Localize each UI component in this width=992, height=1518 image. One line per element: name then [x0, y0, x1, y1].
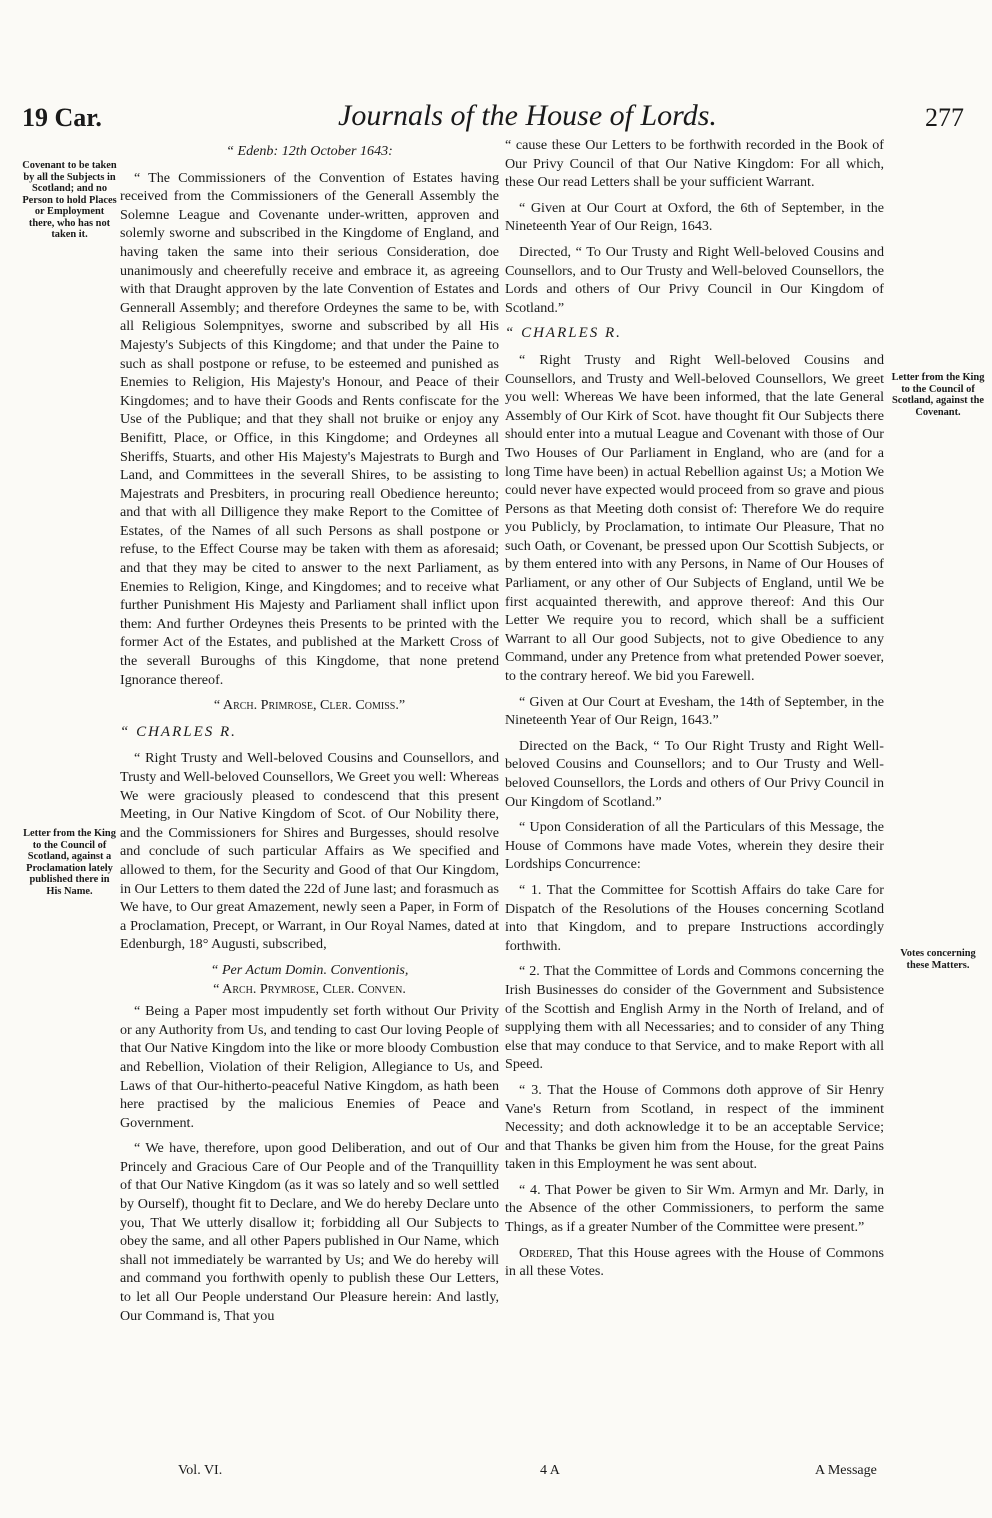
vote-4: “ 4. That Power be given to Sir Wm. Armyn and Mr. Darly, in the Absence of the other Commissioners, to perform the same Things, as if a greater Number of the Committee were present.” [505, 1181, 884, 1236]
signature-primrose: “ Arch. Primrose, Cler. Comiss.” [213, 697, 406, 714]
dateline: “ Edenb: 12th October 1643: [226, 143, 393, 159]
signature-prymrose: “ Arch. Prymrose, Cler. Conven. [213, 980, 406, 997]
header-regnal-year: 19 Car. [22, 103, 102, 132]
given-at-oxford: “ Given at Our Court at Oxford, the 6th of September, in the Nineteenth Year of Our Reign, 1643. [505, 199, 884, 235]
margin-note-letter-proclamation: Letter from the King to the Council of Scotland, against a Proclamation lately published there in His Name. [23, 828, 116, 897]
footer-signature-mark: 4 A [540, 1463, 560, 1478]
ordered-text: That this House agrees with the House of Commons in all these Votes. [505, 1244, 884, 1280]
right-column [505, 136, 884, 1288]
directed-on-back: Directed on the Back, “ To Our Right Trusty and Right Well-beloved Cousins and Counsellors; and to Our Trusty and Well-beloved Counsellors, the Lords and others of Our Privy Council in Our Kingdom of Scotland.” [505, 737, 884, 810]
letter-paragraph-3: “ We have, therefore, upon good Deliberation, and out of Our Princely and Gracious Care of Our People and of the Tranquillity of that Our Native Kingdom (as it was so lately and so well settled by Ourself), thought fit to Declare, and We do hereby Declare unto you, That We utterly disallow it; forbidding all Our Subjects to obey the same, and all other Papers published in Our Name, which shall not immediately be warranted by Us; and We do hereby will and command you forthwith openly to publish these Our Letters, to let all Our People understand Our Pleasure herein: And lastly, Our Command is, That you [120, 1140, 499, 1324]
letter-paragraph-2: “ Being a Paper most impudently set forth without Our Privity or any Authority from Us, and tending to cast Our loving People of that Our Native Kingdom into the like or more bloody Combustion and Rebellion, Violation of their Religion, Allegiance to Us, and Laws of that Our-hitherto-peaceful Native Kingdom, as hath been here practised by the malicious Enemies of Peace and Government. [120, 1003, 499, 1131]
vote-2: “ 2. That the Committee of Lords and Commons concerning the Irish Businesses do consider of the Government and Subsistence of the Scottish and English Army in the North of Ireland, and of supplying them with all Necessaries; and to consider of any Thing else that may conduce to that Service, and to make Report with all Speed. [505, 963, 884, 1073]
convention-paragraph: “ The Commissioners of the Convention of Estates having received from the Commissioners of the Generall Assembly the Solemne League and Covenante under-written, approven and solemly sworne and subscribed in the Kingdome of England, and having taken the same into their serious Consideration, doe unanimously and cheerefully receive and embrace it, as agreeing with that Draught approven by the late Convention of Estates and Gennerall Assembly; and therefore Ordeynes the same to be, with all Religious Solempnityes, sworne and subscribed by all His Majesty's Subjects of this Kingdome; and that under the Paine to such as shall postpone or refuse, to be esteemed and punished as Enemies to Religion, His Majesty's Honour, and Peace of their Kingdomes; and to have their Goods and Rents confiscate for the Use of the Publique; and that they shall not bruike or enjoy any Benifitt, Place, or Office, in this Kingdome; and Ordeynes all Sheriffs, Stuarts, and other His Majesty's Majestrats to Burgh and Land, and Committees in the severall Shires, to be assisting to Majestrats and Presbiters, in procuring reall Obedience hereunto; and that with all Dilligence they make Report to the Comittee of Estates, of the Names of all such Persons as shall postpone or refuse, to the Effect Course may be taken with them as aforesaid; and that they may be cited to answer to the next Parliament, as Enemies to Religion, Kinge, and Kingdomes; and to receive what further Punishment His Majesty and Parliament shall inflict upon them: And further Ordeynes theis Presents to be printed with the former Act of the Estates, and published at the Markett Cross of the severall Buroughs of this Kingdome, that none pretend Ignorance thereof. [120, 169, 499, 688]
vote-1: “ 1. That the Committee for Scottish Affairs do take Care for Dispatch of the Resolutions of the Houses concerning Scotland into that Kingdom, and to prepare Instructions accordingly forthwith. [505, 881, 884, 954]
footer-catchword: A Message [815, 1463, 877, 1478]
margin-note-votes: Votes concerning these Matters. [900, 948, 976, 971]
header-journal-title: Journals of the House of Lords. [338, 99, 717, 132]
header-page-number: 277 [925, 103, 964, 132]
left-column [120, 136, 499, 1332]
commons-votes-intro: “ Upon Consideration of all the Particulars of this Message, the House of Commons have made Votes, wherein they desire their Lordships Concurrence: [505, 819, 884, 873]
vote-3: “ 3. That the House of Commons doth approve of Sir Henry Vane's Return from Scotland, in respect of the imminent Necessity; and doth acknowledge it to be an acceptable Service; and that Thanks be given him from the House, for the great Pains taken in this Employment he was sent about. [505, 1081, 884, 1173]
letter-heading-charles-2: “ CHARLES R. [505, 325, 622, 342]
footer-volume: Vol. VI. [178, 1463, 223, 1478]
ordered-paragraph [505, 1244, 884, 1281]
margin-note-letter-covenant: Letter from the King to the Council of Scotland, against the Covenant. [891, 372, 985, 418]
letter-heading-charles: “ CHARLES R. [120, 723, 237, 740]
margin-note-covenant: Covenant to be taken by all the Subjects in Scotland; and no Person to hold Places or Employment there, who has not taken it. [22, 160, 117, 240]
letter-covenant-paragraph: “ Right Trusty and Right Well-beloved Cousins and Counsellors, and Trusty and Well-beloved Counsellors, We greet you well: Whereas We have been informed, that the late General Assembly of Our Kirk of Scot. have thought fit Our Subjects there should enter into a mutual League and Covenant with those of Our Two Houses of Our Parliament in England, who are (and for a long Time have been) in actual Rebellion against Us; a Motion We could never have expected would proceed from so grave and pious Persons as that Meeting doth consist of: Therefore We do require you Publicly, by Proclamation, to intimate Our Pleasure, That no such Oath, or Covenant, be pressed upon Our Scottish Subjects, or by them entered into with any Persons, in Name of Our Houses of Parliament, or any other of Our Subjects of England, until We be first acquainted therewith, and approve thereof: And this Our Letter We require you to record, which shall be a sufficient Warrant to all Our good Subjects, not to give Obedience to any Command, under any Pretence from what pretended Power soever, to the contrary hereof. We bid you Farewell. [505, 351, 884, 685]
per-actum-line: “ Per Actum Domin. Conventionis, [210, 961, 409, 978]
given-at-evesham: “ Given at Our Court at Evesham, the 14th of September, in the Nineteenth Year of Our Reign, 1643.” [505, 693, 884, 729]
letter-paragraph-1: “ Right Trusty and Well-beloved Cousins and Counsellors, and Trusty and Well-beloved Counsellors, We Greet you well: Whereas We were graciously pleased to condescend that this present Meeting, in Our Native Kingdom of Scot. of Our Nobility there, and the Commissioners for Shires and Burgesses, should resolve and conclude of such particular Affairs as We specified and allowed to them, for the Security and Good of that Our Kingdom, in Our Letters to them dated the 22d of June last; and forasmuch as We have, to Our great Amazement, newly seen a Paper, in Form of a Proclamation, Precept, or Warrant, in Our Royal Names, dated at Edenburgh, 18° Augusti, subscribed, [120, 750, 499, 953]
ordered-label: Ordered, [519, 1244, 573, 1261]
directed-to-council: Directed, “ To Our Trusty and Right Well-beloved Cousins and Counsellors, and to Our Trusty and Well-beloved Counsellors, the Lords and others of Our Privy Council in Our Kingdom of Scotland.” [505, 243, 884, 316]
letter-continuation: “ cause these Our Letters to be forthwith recorded in the Book of Our Privy Council of that Our Native Kingdom: For all which, these Our read Letters shall be your sufficient Warrant. [505, 137, 884, 191]
